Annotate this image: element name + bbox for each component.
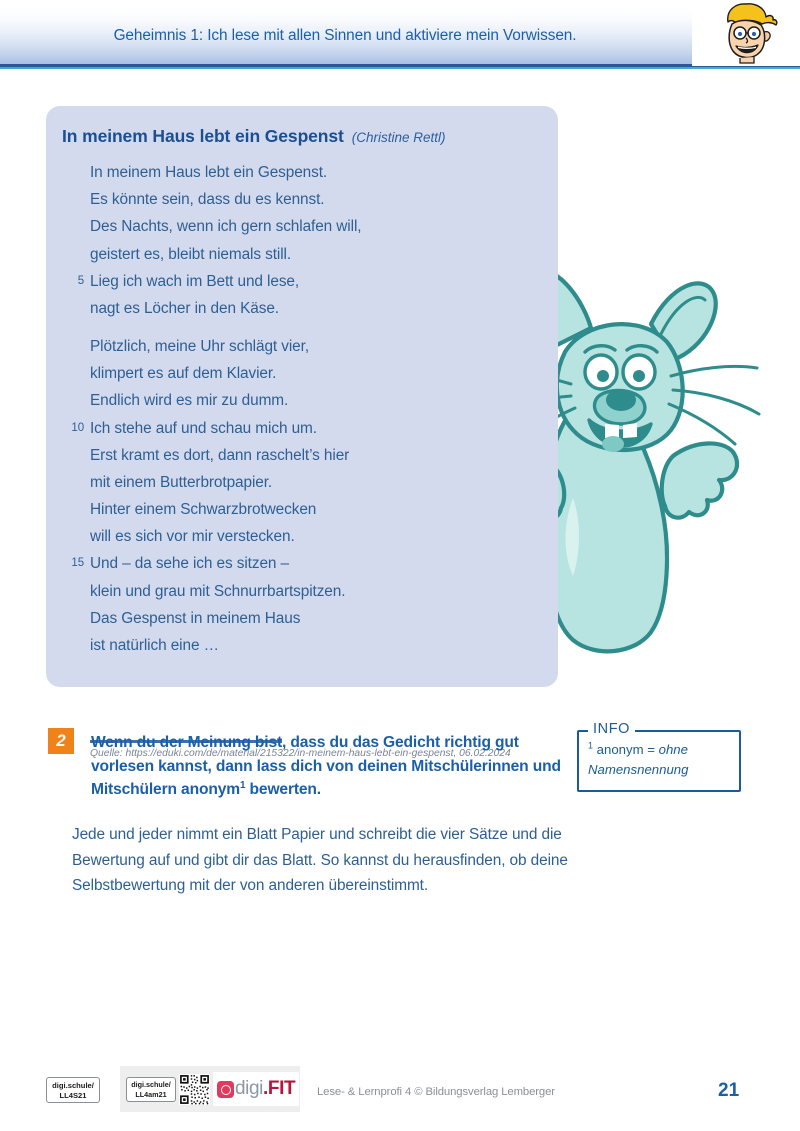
- poem-line-text: Und – da sehe ich es sitzen –: [90, 555, 290, 573]
- task-paragraph: Jede und jeder nimmt ein Blatt Papier und schreibt die vier Sätze und die Bewertung auf und gibt dir das Blatt. So kannst du herausfinden, ob deine Selbstbewertung mit der von anderen übereinstimmt.: [72, 826, 568, 894]
- digifit-logo-text-fit: .FIT: [262, 1078, 296, 1099]
- task-instruction-main: Wenn du der Meinung bist, dass du das Gedicht richtig gut vorlesen kannst, dann lass dich von deinen Mitschülerinnen und Mitschülern anonym: [91, 734, 561, 798]
- poem-line: [62, 191, 542, 218]
- poem-line: [62, 246, 542, 273]
- footer-caption: Lese- & Lernprofi 4 © Bildungsverlag Lemberger: [317, 1086, 555, 1098]
- poem-line-text: geistert es, bleibt niemals still.: [90, 245, 292, 263]
- digifit-logo-text-digi: digi: [235, 1078, 263, 1099]
- digi-schule-code-panel[interactable]: [126, 1077, 176, 1102]
- info-definition: ohne Namensnennung: [588, 742, 689, 777]
- poem-line: [62, 501, 542, 528]
- digifit-panel: [120, 1066, 300, 1112]
- qr-code-icon[interactable]: [179, 1074, 210, 1105]
- poem-line-text: In meinem Haus lebt ein Gespenst.: [90, 164, 328, 181]
- info-footnote-marker: 1: [588, 740, 594, 751]
- poem-lines: [62, 164, 542, 664]
- poem-line-text: ist natürlich eine …: [90, 637, 219, 654]
- page-title: Geheimnis 1: Ich lese mit allen Sinnen und aktiviere mein Vorwissen.: [113, 27, 577, 44]
- poem-line-text: Hinter einem Schwarzbrotwecken: [90, 501, 317, 519]
- info-box: [577, 721, 741, 792]
- page-number: 21: [718, 1080, 740, 1101]
- page-header: [0, 0, 800, 72]
- task-number-badge: 2: [48, 728, 74, 754]
- poem-line-text: Plötzlich, meine Uhr schlägt vier,: [90, 337, 309, 355]
- poem-line-text: Das Gespenst in meinem Haus: [90, 609, 301, 627]
- poem-line: [62, 555, 542, 582]
- poem-line: [62, 474, 542, 501]
- poem-line: [62, 338, 542, 365]
- digi-schule-code-left-line1: digi.schule/: [52, 1080, 94, 1090]
- poem-line-text: will es sich vor mir verstecken.: [90, 528, 295, 546]
- info-box-text: [588, 740, 734, 780]
- info-term: anonym =: [593, 742, 659, 757]
- poem-line: [62, 164, 542, 191]
- poem-line-text: Erst kramt es dort, dann raschelt’s hier: [90, 446, 350, 464]
- poem-line-text: Endlich wird es mir zu dumm.: [90, 392, 289, 410]
- poem-line-text: klein und grau mit Schnurrbartspitzen.: [90, 582, 346, 600]
- digifit-mark-icon: [217, 1081, 234, 1098]
- poem-line-text: Des Nachts, wenn ich gern schlafen will,: [90, 218, 362, 236]
- poem-line: [62, 610, 542, 637]
- poem-line: [62, 637, 542, 664]
- poem-line: [62, 392, 542, 419]
- poem-line: [62, 218, 542, 245]
- poem-author: (Christine Rettl): [351, 130, 446, 145]
- task-instruction: [91, 731, 571, 802]
- header-rule-light: [0, 67, 800, 69]
- task-footnote-marker: 1: [239, 779, 246, 791]
- poem-line: [62, 447, 542, 474]
- poem-card: [46, 106, 558, 759]
- digi-schule-code-left[interactable]: [46, 1077, 100, 1103]
- poem-line: [62, 528, 542, 555]
- poem-line: [62, 583, 542, 610]
- poem-line-number: 10: [71, 421, 84, 434]
- poem-line: [62, 273, 542, 300]
- poem-line-text: mit einem Butterbrotpapier.: [90, 473, 273, 491]
- digifit-logo[interactable]: [213, 1072, 299, 1106]
- poem-line: [62, 365, 542, 392]
- task-instruction-tail: bewerten.: [245, 781, 321, 798]
- poem-line-number: 15: [71, 557, 84, 570]
- poem-line: [62, 420, 542, 447]
- poem-heading: [62, 126, 446, 147]
- poem-line-text: nagt es Löcher in den Käse.: [90, 299, 279, 317]
- mascot-panel: [692, 0, 800, 66]
- info-box-legend: INFO: [588, 721, 635, 737]
- poem-line-text: Lieg ich wach im Bett und lese,: [90, 272, 300, 290]
- poem-line-text: Ich stehe auf und schau mich um.: [90, 419, 317, 437]
- digi-schule-code-left-line2: LL4S21: [59, 1091, 87, 1100]
- boy-with-glasses-head-icon: [692, 0, 800, 66]
- poem-title: In meinem Haus lebt ein Gespenst: [62, 126, 344, 146]
- poem-line-text: Es könnte sein, dass du es kennst.: [90, 191, 325, 209]
- poem-line-text: klimpert es auf dem Klavier.: [90, 365, 277, 383]
- digi-schule-code-panel-line2: LL4am21: [135, 1090, 167, 1099]
- poem-line: [62, 300, 542, 338]
- poem-source: Quelle: https://eduki.com/de/material/215322/in-meinem-haus-lebt-ein-gespenst, 06.02.2024: [90, 748, 511, 759]
- poem-line-number: 5: [77, 274, 84, 287]
- digi-schule-code-panel-line1: digi.schule/: [131, 1080, 171, 1089]
